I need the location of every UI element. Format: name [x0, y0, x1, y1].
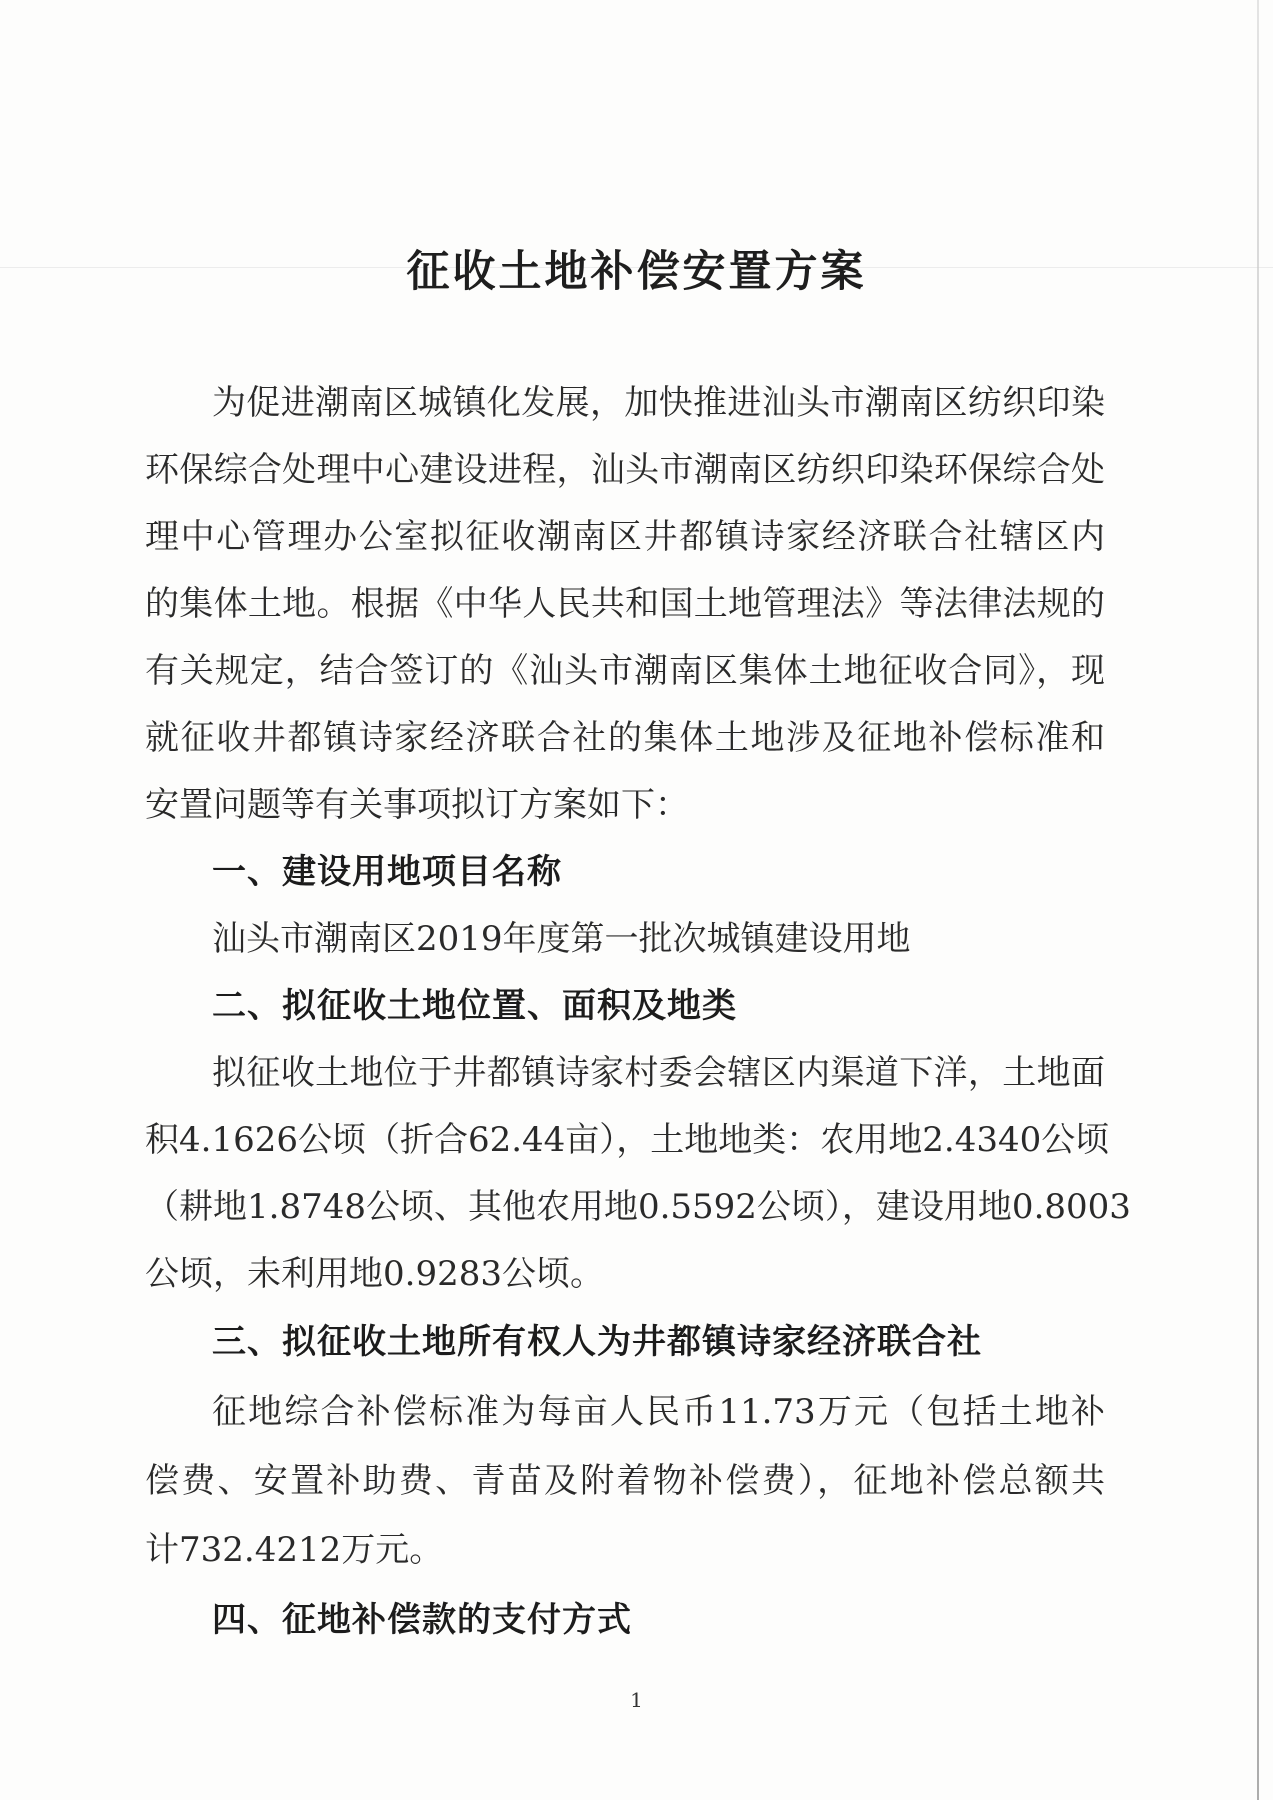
section-heading: 四、征地补偿款的支付方式 [212, 1600, 632, 1640]
intro-line: 有关规定，结合签订的《汕头市潮南区集体土地征收合同》，现 [145, 651, 1105, 691]
section-heading: 一、建设用地项目名称 [212, 852, 562, 892]
intro-line: 环保综合处理中心建设进程，汕头市潮南区纺织印染环保综合处 [145, 450, 1105, 490]
intro-line: 的集体土地。根据《中华人民共和国土地管理法》等法律法规的 [145, 584, 1105, 624]
section-line: 计732.4212万元。 [145, 1530, 444, 1570]
intro-line: 就征收井都镇诗家经济联合社的集体土地涉及征地补偿标准和 [145, 718, 1105, 758]
section-heading: 三、拟征收土地所有权人为井都镇诗家经济联合社 [212, 1322, 982, 1362]
section-line: 征地综合补偿标准为每亩人民币11.73万元（包括土地补 [212, 1392, 1105, 1432]
intro-line: 理中心管理办公室拟征收潮南区井都镇诗家经济联合社辖区内 [145, 517, 1105, 557]
document-title: 征收土地补偿安置方案 [406, 247, 867, 297]
page-number: 1 [630, 1688, 643, 1712]
intro-line: 为促进潮南区城镇化发展，加快推进汕头市潮南区纺织印染 [212, 383, 1105, 423]
section-line: 偿费、安置补助费、青苗及附着物补偿费），征地补偿总额共 [145, 1461, 1105, 1501]
section-line: 积4.1626公顷（折合62.44亩），土地地类：农用地2.4340公顷 [145, 1120, 1110, 1160]
intro-line: 安置问题等有关事项拟订方案如下： [145, 785, 689, 825]
section-line: （耕地1.8748公顷、其他农用地0.5592公顷），建设用地0.8003 [145, 1187, 1131, 1227]
section-heading: 二、拟征收土地位置、面积及地类 [212, 986, 737, 1026]
section-line: 汕头市潮南区2019年度第一批次城镇建设用地 [212, 919, 911, 959]
section-line: 拟征收土地位于井都镇诗家村委会辖区内渠道下洋，土地面 [212, 1053, 1105, 1093]
section-line: 公顷，未利用地0.9283公顷。 [145, 1254, 604, 1294]
